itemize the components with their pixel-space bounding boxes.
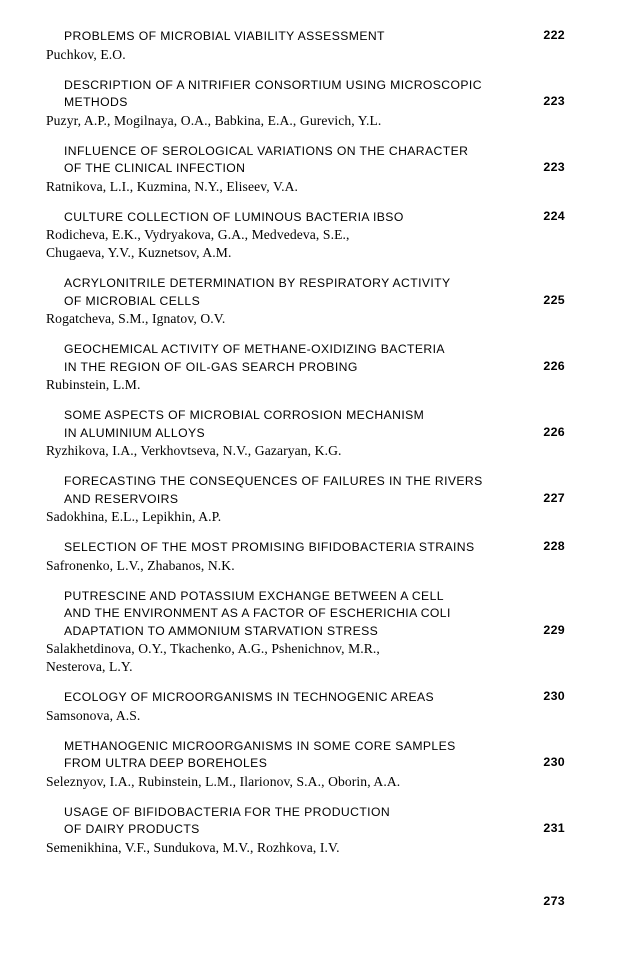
entry-title [46, 275, 565, 310]
toc-entry [46, 804, 565, 857]
entry-authors: Ryzhikova, I.A., Verkhovtseva, N.V., Gazaryan, K.G. [46, 443, 342, 458]
toc-entry [46, 689, 565, 725]
entry-title-line: OF MICROBIAL CELLS [64, 293, 201, 308]
entry-page-number: 229 [543, 622, 565, 637]
entry-title-line: IN ALUMINIUM ALLOYS [64, 425, 206, 440]
entry-authors: Seleznyov, I.A., Rubinstein, L.M., Ilarionov, S.A., Oborin, A.A. [46, 773, 401, 789]
entry-authors: Puzyr, A.P., Mogilnaya, O.A., Babkina, E.A., Gurevich, Y.L. [46, 112, 382, 128]
entry-title-line: OF DAIRY PRODUCTS [64, 822, 200, 836]
entry-authors: Rogatcheva, S.M., Ignatov, O.V. [46, 311, 226, 326]
entry-authors: Semenikhina, V.F., Sundukova, M.V., Rozhkova, I.V. [46, 839, 340, 855]
entry-authors: Rubinstein, L.M. [46, 377, 141, 392]
entry-page-number: 227 [543, 490, 565, 505]
entry-title-line: DESCRIPTION OF A NITRIFIER CONSORTIUM USING MICROSCOPIC [64, 77, 482, 92]
entry-title-line: GEOCHEMICAL ACTIVITY OF METHANE-OXIDIZING BACTERIA [64, 342, 445, 356]
entry-title-line: AND RESERVOIRS [64, 491, 179, 506]
entry-title-line: CULTURE COLLECTION OF LUMINOUS BACTERIA IBSO [64, 209, 404, 224]
entry-title-line: USAGE OF BIFIDOBACTERIA FOR THE PRODUCTION [64, 804, 391, 819]
entry-title [46, 804, 565, 839]
entry-title [46, 588, 565, 641]
entry-title-line: IN THE REGION OF OIL-GAS SEARCH PROBING [64, 359, 358, 374]
toc-entry [46, 407, 565, 460]
entry-title-line: FORECASTING THE CONSEQUENCES OF FAILURES IN THE RIVERS [64, 474, 483, 488]
entry-title [46, 143, 565, 178]
toc-entry [46, 341, 565, 394]
entry-title-line: ECOLOGY OF MICROORGANISMS IN TECHNOGENIC AREAS [64, 690, 435, 704]
entry-page-number: 225 [543, 292, 565, 307]
entry-page-number: 226 [543, 424, 565, 439]
entry-title [46, 689, 565, 707]
entry-title-line: ADAPTATION TO AMMONIUM STARVATION STRESS [64, 623, 379, 638]
entry-authors: Ratnikova, L.I., Kuzmina, N.Y., Eliseev, V.A. [46, 178, 299, 194]
toc-entry-list [46, 28, 565, 857]
toc-entry [46, 143, 565, 196]
entry-authors: Salakhetdinova, O.Y., Tkachenko, A.G., Pshenichnov, M.R., [46, 641, 380, 656]
entry-title-line: FROM ULTRA DEEP BOREHOLES [64, 756, 268, 770]
toc-entry [46, 275, 565, 328]
entry-title-line: SOME ASPECTS OF MICROBIAL CORROSION MECHANISM [64, 408, 425, 422]
entry-title-line: PROBLEMS OF MICROBIAL VIABILITY ASSESSMENT [64, 29, 385, 43]
entry-title-line: METHODS [64, 95, 128, 109]
entry-authors: Safronenko, L.V., Zhabanos, N.K. [46, 557, 235, 573]
entry-authors: Rodicheva, E.K., Vydryakova, G.A., Medvedeva, S.E., [46, 227, 350, 242]
toc-entry [46, 588, 565, 677]
entry-title-line: METHANOGENIC MICROORGANISMS IN SOME CORE SAMPLES [64, 738, 456, 753]
entry-page-number: 223 [543, 160, 565, 174]
entry-page-number: 222 [543, 28, 565, 42]
entry-title [46, 407, 565, 442]
entry-authors: Nesterova, L.Y. [46, 659, 133, 674]
toc-entry [46, 738, 565, 791]
entry-title [46, 209, 565, 227]
entry-title-line: SELECTION OF THE MOST PROMISING BIFIDOBACTERIA STRAINS [64, 540, 475, 554]
toc-entry [46, 473, 565, 526]
entry-page-number: 230 [543, 755, 565, 769]
entry-title [46, 341, 565, 376]
entry-authors: Puchkov, E.O. [46, 46, 126, 62]
entry-title-line: PUTRESCINE AND POTASSIUM EXCHANGE BETWEEN A CELL [64, 588, 444, 603]
entry-page-number: 231 [543, 821, 565, 835]
entry-title-line: INFLUENCE OF SEROLOGICAL VARIATIONS ON THE CHARACTER [64, 143, 469, 158]
toc-entry [46, 539, 565, 575]
entry-title [46, 539, 565, 557]
entry-page-number: 223 [543, 94, 565, 108]
entry-page-number: 230 [543, 689, 565, 703]
entry-page-number: 226 [543, 358, 565, 373]
entry-authors: Samsonova, A.S. [46, 707, 141, 723]
entry-title-line: OF THE CLINICAL INFECTION [64, 161, 246, 175]
entry-page-number: 224 [543, 208, 565, 223]
page-folio: 273 [543, 894, 565, 908]
entry-title-line: ACRYLONITRILE DETERMINATION BY RESPIRATORY ACTIVITY [64, 276, 451, 290]
entry-title [46, 738, 565, 773]
toc-entry [46, 77, 565, 130]
entry-authors: Sadokhina, E.L., Lepikhin, A.P. [46, 509, 222, 524]
entry-title [46, 77, 565, 112]
entry-title [46, 473, 565, 508]
toc-entry [46, 28, 565, 64]
entry-page-number: 228 [543, 539, 565, 553]
entry-authors: Chugaeva, Y.V., Kuznetsov, A.M. [46, 245, 232, 260]
entry-title-line: AND THE ENVIRONMENT AS A FACTOR OF ESCHERICHIA COLI [64, 606, 451, 620]
entry-title [46, 28, 565, 46]
toc-entry [46, 209, 565, 263]
